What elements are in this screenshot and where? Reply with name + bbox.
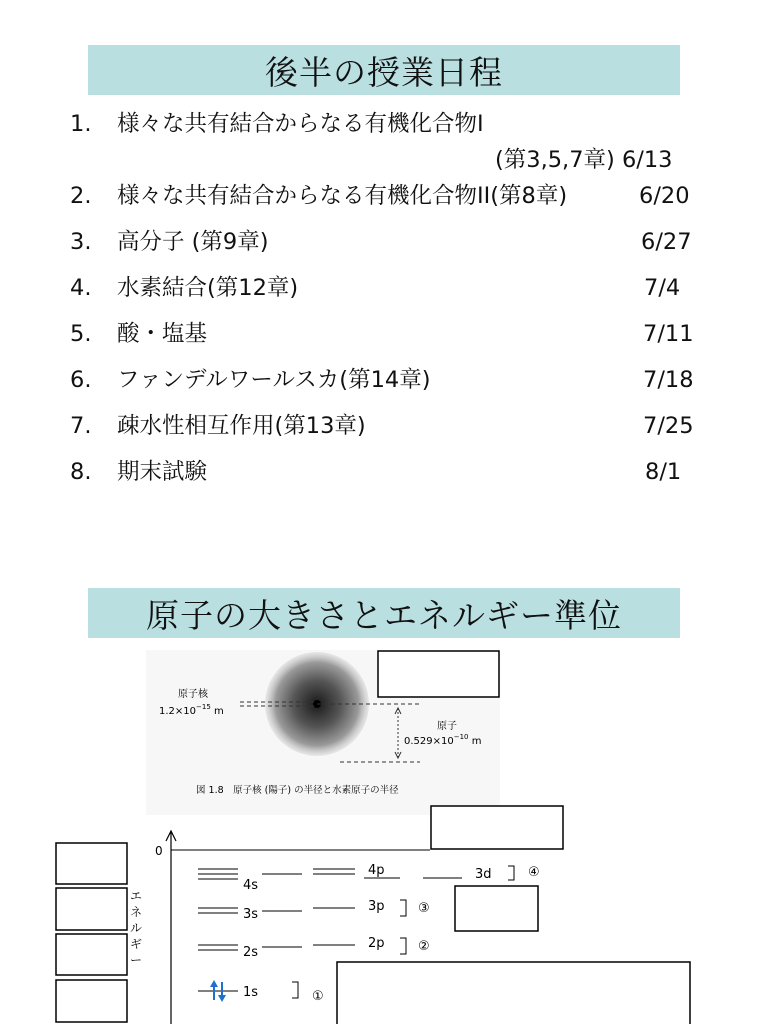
axis-label-char: ギ (130, 937, 143, 951)
schedule-list (70, 110, 710, 504)
axis-label-char: ー (130, 953, 143, 967)
item-date: 7/18 (643, 367, 694, 393)
item-label: 水素結合(第12章) (117, 275, 299, 301)
schedule-item (70, 412, 710, 458)
schedule-item (70, 110, 710, 182)
shell-mark-2: ② (418, 939, 430, 954)
annotation-box (56, 888, 127, 930)
item-date: 8/1 (645, 459, 682, 485)
shell-mark-4: ④ (528, 865, 540, 880)
schedule-item (70, 366, 710, 412)
item-chapter-date: (第3,5,7章) 6/13 (495, 147, 673, 173)
level-label-1s: 1s (243, 985, 259, 1000)
annotation-box (431, 806, 563, 849)
level-n3 (198, 908, 355, 913)
shell-mark-1: ① (312, 989, 324, 1004)
atom-figure (0, 640, 768, 1024)
level-label-3d: 3d (475, 867, 492, 882)
item-date: 7/25 (643, 413, 694, 439)
atom-title: 原子の大きさとエネルギー準位 (88, 588, 680, 638)
figure-caption: 図 1.8 原子核 (陽子) の半径と水素原子の半径 (196, 785, 399, 796)
nucleus-size: $1.2\times 10^{-15}$ m (159, 703, 224, 717)
level-label-3s: 3s (243, 907, 259, 922)
level-label-3p: 3p (368, 899, 385, 914)
item-number: 6. (70, 367, 92, 393)
annotation-box (56, 934, 127, 975)
item-number: 7. (70, 413, 92, 439)
item-label: 期末試験 (117, 459, 208, 485)
schedule-item (70, 458, 710, 504)
level-label-2p: 2p (368, 936, 385, 951)
item-date: 7/11 (643, 321, 694, 347)
schedule-item (70, 182, 710, 228)
item-number: 8. (70, 459, 92, 485)
item-number: 3. (70, 229, 92, 255)
annotation-box (337, 962, 690, 1024)
annotation-box (378, 651, 499, 697)
axis-label-char: ル (130, 921, 143, 935)
level-label-2s: 2s (243, 945, 259, 960)
level-n2 (198, 945, 355, 950)
item-label: 酸・塩基 (117, 321, 208, 347)
axis-zero: 0 (155, 844, 163, 858)
schedule-item (70, 320, 710, 366)
item-number: 1. (70, 111, 92, 137)
item-date: 7/4 (644, 275, 681, 301)
axis-label-char: ネ (130, 905, 143, 919)
item-label: 様々な共有結合からなる有機化合物II(第8章) (117, 183, 568, 209)
item-number: 5. (70, 321, 92, 347)
annotation-box (56, 843, 127, 884)
nucleus-label: 原子核 (178, 689, 208, 700)
item-date: 6/27 (641, 229, 692, 255)
level-label-4p: 4p (368, 863, 385, 878)
level-label-4s: 4s (243, 878, 259, 893)
level-n4 (198, 869, 462, 879)
annotation-box (455, 886, 538, 931)
item-label: 疎水性相互作用(第13章) (117, 413, 366, 439)
annotation-box (56, 980, 127, 1022)
item-number: 2. (70, 183, 92, 209)
item-number: 4. (70, 275, 92, 301)
axis-label-char: エ (130, 889, 143, 903)
item-label: 高分子 (第9章) (117, 229, 269, 255)
item-date: 6/20 (639, 183, 690, 209)
item-label: ファンデルワールスカ(第14章) (117, 367, 431, 393)
atom-size: $0.529\times 10^{-10}$ m (404, 733, 482, 747)
atom-label: 原子 (437, 721, 457, 732)
schedule-item (70, 274, 710, 320)
schedule-title: 後半の授業日程 (88, 45, 680, 95)
item-label: 様々な共有結合からなる有機化合物I (117, 111, 484, 137)
shell-mark-3: ③ (418, 901, 430, 916)
schedule-item (70, 228, 710, 274)
